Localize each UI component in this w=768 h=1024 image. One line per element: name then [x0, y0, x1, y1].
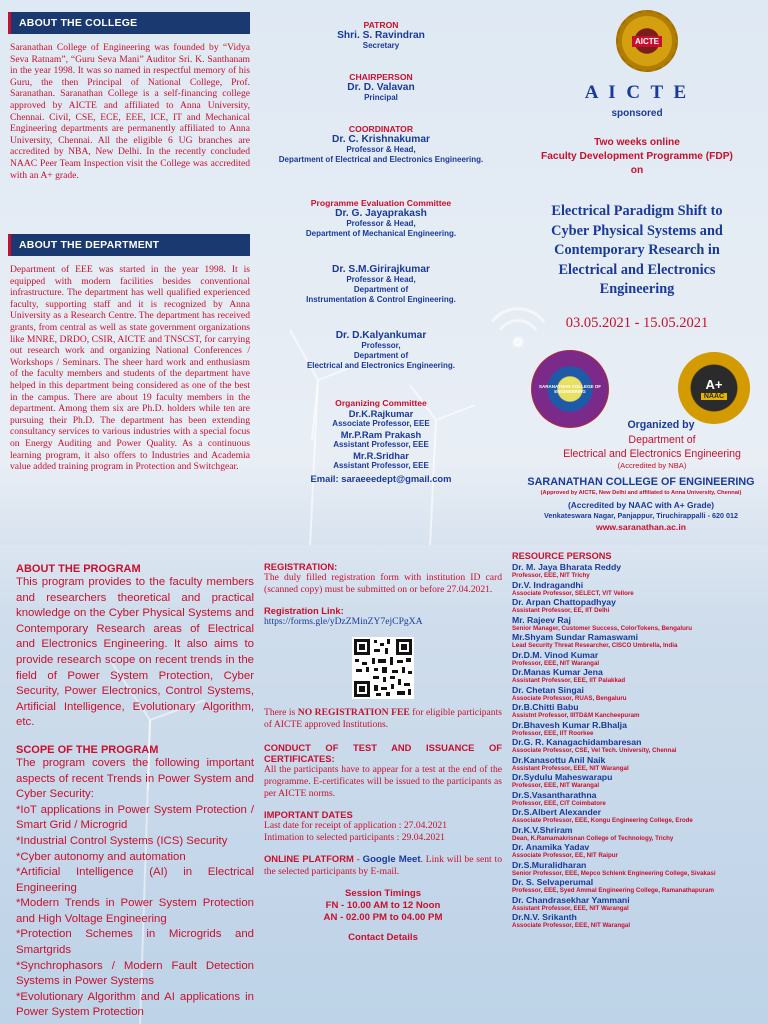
- resource-person: [512, 860, 762, 878]
- resource-person-name: Dr.D.M. Vinod Kumar: [512, 649, 599, 660]
- fdp-line2: Faculty Development Programme (FDP): [541, 151, 733, 162]
- college-logo: [531, 350, 609, 428]
- resource-person-name: Dr.S.Vasantharathna: [512, 789, 597, 800]
- resource-persons-heading: RESOURCE PERSONS: [512, 551, 612, 561]
- about-department-text: Department of EEE was started in the year 1998. It is equipped with modern facilities besides conventional infrastructure. The department has well qualified experienced faculty, supporting staff and it is recognized by Anna University as a Research Centre. The department has received grants, from central as well as state government organizations like MNRE, DRDO, CSIR, AICTE and TNSCST, for carrying out research work and organizing National Conferences / Workshops / Seminars. The sheer hard work and enthusiasm of the faculty members and students of the department have helped in this department being considered as one of the best in the campus. There are about 19 faculty members in the department. Among them six are Ph.D. holders while ten are pursuing their Ph.D. The department has been extending consultancy services to various industries with a special focus on Energy Auditing and Power Quality. As a continuous learning program, it also offers to Industries and Academia value added training program in Protection and Switchgear.: [10, 264, 250, 473]
- resource-person-name: Dr.B.Chitti Babu: [512, 702, 579, 712]
- resource-person-role: Professor, EEE, NIT Warangal: [512, 659, 600, 667]
- org2-role: Assistant Professor, EEE: [333, 440, 429, 449]
- title-line2: Cyber Physical Systems and: [551, 222, 723, 239]
- qr-code: [352, 637, 414, 699]
- pec2-role3: Instrumentation & Control Engineering.: [306, 295, 456, 304]
- resource-person: [512, 580, 762, 598]
- resource-person-name: Dr. Arpan Chattopadhyay: [512, 597, 616, 607]
- resource-person-role: Professor, EEE, CIT Coimbatore: [512, 799, 606, 807]
- resource-person-role: Professor, EEE, NIT Trichy: [512, 572, 590, 580]
- resource-person-name: Dr. Chetan Singai: [512, 684, 584, 695]
- org1-role: Associate Professor, EEE: [332, 419, 430, 428]
- resource-persons-column: [512, 551, 762, 930]
- resource-person: [512, 790, 762, 808]
- org2-name: Mr.P.Ram Prakash: [340, 429, 422, 440]
- resource-person-role: Assistant Professor, EEE, NIT Warangal: [512, 764, 629, 772]
- aicte-logo-text: AICTE: [632, 36, 662, 47]
- about-program-text: This program provides to the faculty members and researchers theoretical and practical knowledge on the Cyber Physical Systems and Contemporary Research areas of Electrical and Electronics Engineering. It also aims to provide research scope on recent trends in the field of Power System Protection, Cyber Security, Power Electronics, Control Systems, Artificial Intelligence, Evolutionary Algorithm, etc.: [16, 576, 254, 729]
- date-application: Last date for receipt of application : 27.04.2021: [264, 820, 448, 832]
- chair-name: Dr. D. Valavan: [347, 82, 415, 93]
- resource-person: [512, 650, 762, 668]
- resource-person-name: Dr.K.V.Shriram: [512, 824, 573, 835]
- resource-person: [512, 685, 762, 703]
- resource-person-role: Associate Professor, EE, NIT Raipur: [512, 852, 618, 860]
- scope-item: *Industrial Control Systems (ICS) Security: [16, 834, 228, 847]
- resource-person-name: Dr.Sydulu Maheswarapu: [512, 772, 613, 782]
- coord-label: COORDINATOR: [348, 124, 414, 134]
- resource-person-role: Professor, EEE, IIT Roorkee: [512, 729, 594, 737]
- important-dates-heading: IMPORTANT DATES: [264, 809, 353, 821]
- program-title: [506, 202, 768, 300]
- org3-name: Mr.R.Sridhar: [353, 450, 409, 461]
- approval-text: (Approved by AICTE, New Delhi and affiliated to Anna University, Chennai): [540, 490, 742, 496]
- email-link[interactable]: Email: saraeeedept@gmail.com: [310, 473, 452, 484]
- coord-name: Dr. C. Krishnakumar: [332, 134, 430, 145]
- organizing-committee-block: [256, 398, 506, 484]
- registration-link-label: Registration Link:: [264, 605, 344, 617]
- college-name: SARANATHAN COLLEGE OF ENGINEERING: [527, 476, 755, 488]
- pec-block: [256, 198, 506, 239]
- about-program-heading: ABOUT THE PROGRAM: [16, 563, 141, 575]
- contact-heading: Contact Details: [348, 931, 418, 943]
- program-dates: 03.05.2021 - 15.05.2021: [565, 315, 709, 331]
- platform-name[interactable]: Google Meet: [362, 854, 421, 866]
- resource-person-role: Senior Professor, EEE, Mepco Schlenk Engineering College, Sivakasi: [512, 869, 716, 877]
- aicte-logo: [616, 10, 678, 72]
- resource-person-name: Dr.Bhavesh Kumar R.Bhalja: [512, 719, 627, 730]
- resource-person-name: Dr. Chandrasekhar Yammani: [512, 894, 630, 905]
- resource-person-role: Assistant Professor, EEE, NIT Warangal: [512, 904, 629, 912]
- resource-person: [512, 720, 762, 738]
- resource-person-role: Associate Professor, CSE, Vel Tech. University, Chennai: [512, 747, 677, 755]
- resource-person: [512, 825, 762, 843]
- platform-sep: -: [353, 854, 363, 866]
- title-line3: Contemporary Research in: [554, 242, 720, 259]
- session-heading: Session Timings: [344, 887, 422, 899]
- resource-person: [512, 562, 762, 580]
- college-address: Venkateswara Nagar, Panjappur, Tiruchirappalli - 620 012: [543, 511, 739, 520]
- registration-heading: REGISTRATION:: [264, 561, 338, 572]
- committee-column: [256, 0, 506, 545]
- organized-block: [561, 419, 761, 432]
- registration-link[interactable]: https://forms.gle/yDzZMinZY7ejCPgXA: [264, 616, 423, 628]
- fdp-line3: on: [630, 165, 644, 176]
- session-an: AN - 02.00 PM to 04.00 PM: [323, 911, 443, 923]
- fdp-block: [506, 136, 768, 178]
- sponsored-label: sponsored: [611, 108, 663, 119]
- resource-person: [512, 702, 762, 720]
- dept-block: [506, 433, 768, 471]
- patron-label: PATRON: [363, 20, 399, 30]
- resource-person-role: Professor, EEE, Syed Ammal Engineering College, Ramanathapuram: [512, 887, 714, 895]
- resource-person: [512, 632, 762, 650]
- scope-item: *Synchrophasors / Modern Fault Detection Systems in Power Systems: [16, 959, 254, 988]
- resource-person-role: Associate Professor, SELECT, VIT Vellore: [512, 589, 634, 597]
- pec-label: Programme Evaluation Committee: [310, 198, 452, 208]
- left-column: [0, 0, 256, 545]
- chair-role: Principal: [364, 93, 398, 102]
- resource-person-name: Dr.G. R. Kanagachidambaresan: [512, 737, 642, 747]
- registration-column: [264, 561, 502, 944]
- resource-person: [512, 842, 762, 860]
- dept-line2: Electrical and Electronics Engineering: [563, 448, 741, 460]
- resource-person: [512, 807, 762, 825]
- aicte-title: A I C T E: [584, 82, 690, 103]
- college-website[interactable]: www.saranathan.ac.in: [596, 522, 686, 532]
- scope-list: [16, 803, 254, 1021]
- resource-person: [512, 755, 762, 773]
- org3-role: Assistant Professor, EEE: [333, 461, 429, 470]
- date-intimation: Intimation to selected participants : 29.04.2021: [264, 831, 445, 843]
- org-label: Organizing Committee: [335, 398, 427, 408]
- resource-person-name: Dr. S. Selvaperumal: [512, 877, 594, 887]
- resource-person: [512, 895, 762, 913]
- resource-person-name: Dr.S.Muralidharan: [512, 859, 587, 870]
- resource-person-role: Assistnt Professor, IIITD&M Kancheepuram: [512, 712, 640, 720]
- pec3-block: [256, 330, 506, 371]
- title-line1: Electrical Paradigm Shift to: [551, 203, 723, 219]
- resource-person: [512, 877, 762, 895]
- resource-person-role: Assistant Professor, EE, IIT Delhi: [512, 607, 610, 615]
- fdp-line1: Two weeks online: [594, 137, 680, 148]
- scope-item: *Cyber autonomy and automation: [16, 850, 186, 863]
- about-college-heading: ABOUT THE COLLEGE: [8, 12, 250, 34]
- resource-persons-list: [512, 562, 762, 930]
- naac-label: NAAC: [701, 393, 727, 400]
- patron-block: [256, 20, 506, 51]
- nba-label: (Accredited by NBA): [617, 461, 687, 470]
- resource-person-role: Professor, EEE, NIT Warangal: [512, 782, 600, 790]
- resource-person-role: Associate Professor, EEE, Kongu Engineering College, Erode: [512, 817, 693, 825]
- resource-person-role: Assistant Professor, EEE, IIT Palakkad: [512, 677, 626, 685]
- pec1-role1: Professor & Head,: [346, 219, 416, 228]
- resource-person-name: Dr. M. Jaya Bharata Reddy: [512, 562, 622, 572]
- pec2-role1: Professor & Head,: [346, 275, 416, 284]
- pec2-block: [256, 264, 506, 305]
- resource-person: [512, 772, 762, 790]
- org1-name: Dr.K.Rajkumar: [348, 408, 414, 419]
- registration-text: The duly filled registration form with institution ID card (scanned copy) must be submitted on or before 27.04.2021.: [264, 572, 502, 595]
- certificate-heading: CONDUCT OF TEST AND ISSUANCE OF CERTIFICATES:: [264, 742, 502, 765]
- scope-item: *Evolutionary Algorithm and AI applications in Power System Protection: [16, 990, 254, 1019]
- chair-label: CHAIRPERSON: [349, 72, 413, 82]
- naac-accreditation: (Accredited by NAAC with A+ Grade): [567, 500, 715, 510]
- scope-heading: SCOPE OF THE PROGRAM: [16, 743, 159, 756]
- patron-name: Shri. S. Ravindran: [337, 30, 425, 41]
- coord-role2: Department of Electrical and Electronics Engineering.: [278, 155, 484, 164]
- resource-person: [512, 667, 762, 685]
- session-timings: [264, 888, 502, 944]
- scope-item: *IoT applications in Power System Protection / Smart Grid / Microgrid: [16, 803, 254, 832]
- scope-item: *Modern Trends in Power System Protection and High Voltage Engineering: [16, 897, 254, 925]
- scope-item: *Artificial Intelligence (AI) in Electrical Engineering: [16, 866, 254, 894]
- naac-badge: [678, 352, 750, 424]
- resource-person-role: Dean, K.Ramamakrisnan College of Technology, Trichy: [512, 834, 674, 842]
- resource-person-name: Dr.Manas Kumar Jena: [512, 667, 603, 677]
- resource-person-name: Dr.Kanasottu Anil Naik: [512, 754, 606, 765]
- certificate-text: All the participants have to appear for a test at the end of the programme. E-certificates will be issued to the participants as per AICTE norms.: [264, 764, 502, 799]
- patron-role: Secretary: [362, 41, 400, 50]
- naac-grade: A+: [705, 376, 723, 392]
- title-line4: Electrical and Electronics: [558, 261, 716, 278]
- program-column: [16, 563, 254, 1021]
- resource-person: [512, 912, 762, 930]
- pec3-role2: Department of: [353, 351, 409, 360]
- registration-fee-text: [264, 707, 502, 730]
- pec1-name: Dr. G. Jayaprakash: [335, 208, 427, 219]
- title-line5: Engineering: [599, 281, 675, 298]
- resource-person-name: Dr.N.V. Srikanth: [512, 912, 577, 922]
- pec2-name: Dr. S.M.Girirajkumar: [332, 264, 430, 275]
- platform-label: ONLINE PLATFORM: [264, 853, 354, 865]
- about-department-heading: ABOUT THE DEPARTMENT: [8, 234, 250, 256]
- fee-suffix: for eligible participants of AICTE approved Institutions.: [264, 707, 502, 730]
- resource-person-name: Dr. Anamika Yadav: [512, 842, 590, 852]
- resource-person-name: Mr. Rajeev Raj: [512, 614, 571, 625]
- coordinator-block: [256, 124, 506, 165]
- resource-person-role: Senior Manager, Customer Success, ColorTokens, Bengaluru: [512, 624, 693, 632]
- header-column: [506, 0, 768, 545]
- resource-person-name: Dr.V. Indragandhi: [512, 579, 584, 590]
- resource-person-role: Associate Professor, EEE, NIT Warangal: [512, 922, 631, 930]
- organized-by: Organized by: [627, 419, 695, 431]
- resource-person: [512, 737, 762, 755]
- scope-intro: The program covers the following important aspects of recent Trends in Power System and Cyber Security:: [16, 756, 254, 801]
- resource-person-name: Dr.S.Albert Alexander: [512, 807, 601, 817]
- bottom-panel: [0, 545, 768, 1024]
- resource-person-role: Associate Professor, RUAS, Bengaluru: [512, 694, 627, 702]
- college-logo-text: SARANATHAN COLLEGE OF ENGINEERING: [539, 384, 601, 394]
- pec3-name: Dr. D.Kalyankumar: [335, 330, 427, 341]
- coord-role1: Professor & Head,: [346, 145, 416, 154]
- resource-person-role: Lead Security Threat Researcher, CISCO Umbrella, India: [512, 642, 678, 650]
- dept-line1: Department of: [628, 434, 696, 446]
- pec1-role2: Department of Mechanical Engineering.: [305, 229, 457, 238]
- resource-person: [512, 615, 762, 633]
- scope-item: *Protection Schemes in Microgrids and Smartgrids: [16, 928, 254, 957]
- pec2-role2: Department of: [353, 285, 409, 294]
- session-fn: FN - 10.00 AM to 12 Noon: [325, 899, 441, 911]
- chairperson-block: [256, 72, 506, 103]
- online-platform-text: [264, 853, 502, 877]
- fee-prefix: There is: [264, 707, 298, 719]
- pec3-role3: Electrical and Electronics Engineering.: [306, 361, 456, 370]
- resource-person: [512, 597, 762, 615]
- resource-person-name: Mr.Shyam Sundar Ramaswami: [512, 632, 639, 642]
- pec3-role1: Professor,: [361, 341, 401, 350]
- platform-text: . Link will be sent to the selected participants by E-mail.: [264, 854, 502, 877]
- about-college-text: Saranathan College of Engineering was founded by “Vidya Seva Ratnam”, “Guru Seva Mani” Auditor Sri. K. Santhanam in the year 1998. It was so named in respectful memory of his Guru, the then Principal of National College, Prof. Saranathan. Saranathan College is a self-financing college approved by AICTE and affiliated to Anna University, Chennai. Civil, CSE, ECE, EEE, ICE, IT and Mechanical Engineering departments are permanently affiliated to Anna University, Chennai. All the eligible 6 UG branches are accredited by NBA, New Delhi. In the recently concluded NAAC Peer Team Inspection visit the College was accredited with an A+ grade.: [10, 42, 250, 181]
- no-fee-label: NO REGISTRATION FEE: [297, 707, 410, 719]
